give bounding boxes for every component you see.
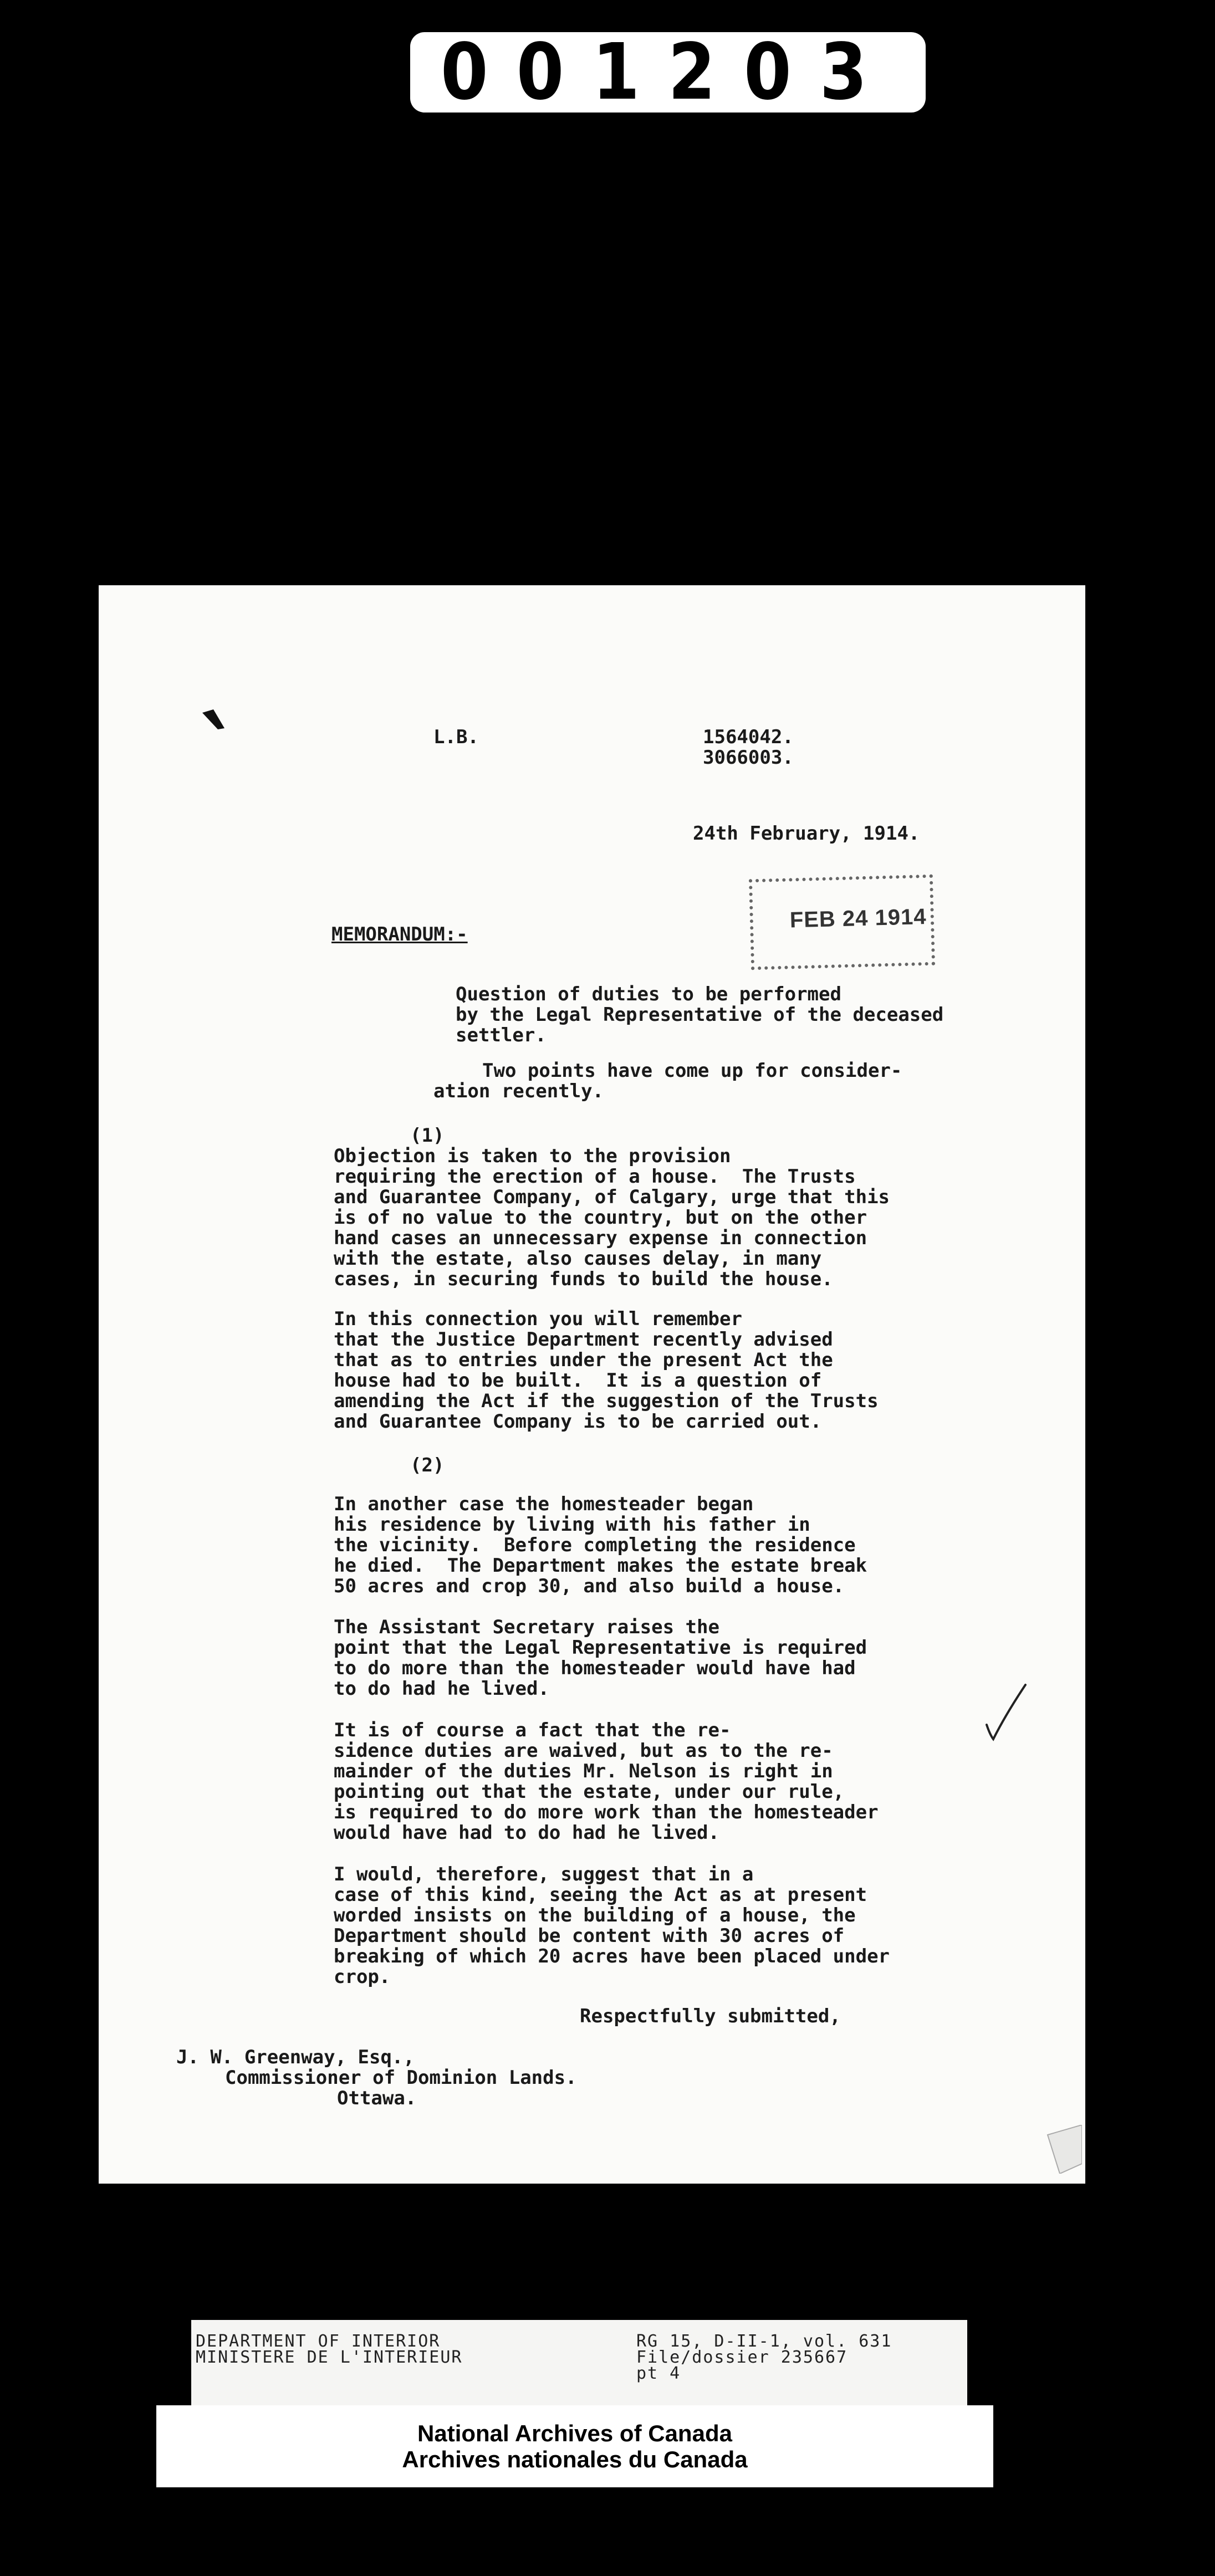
addressee-name: J. W. Greenway, Esq., (176, 2046, 415, 2068)
date-stamp (749, 875, 935, 970)
point-1-label: (1) (410, 1125, 445, 1147)
archive-reference-label (191, 2320, 967, 2405)
connection-paragraph: In this connection you will remember that the Justice Department recently advised that as to entries under the present Act the house had to be built. It is a question of amending the Act if the suggestion of the Trusts and Guarantee Company is to be carried out. (334, 1308, 879, 1433)
check-mark-icon (983, 1681, 1028, 1742)
file-number-1: 1564042. (703, 726, 794, 748)
national-archives-label (156, 2405, 993, 2487)
corner-fold (1043, 2125, 1082, 2174)
assistant-secretary-paragraph: The Assistant Secretary raises the point that the Legal Representative is required to do more than the homesteader would have had to do had he lived. (334, 1616, 867, 1700)
file-number-2: 3066003. (703, 747, 794, 769)
department-english: DEPARTMENT OF INTERIOR (196, 2332, 441, 2351)
file-reference: File/dossier 235667 (636, 2348, 848, 2367)
point-2-paragraph: In another case the homesteader began his residence by living with his father in the vicinity. Before completing the residence he died. The Department makes the estate break 50 acres and crop 30, and also build a house. (334, 1493, 867, 1597)
frame-number: 001203 (440, 27, 896, 117)
frame-number-banner (410, 27, 926, 117)
subject-paragraph: Question of duties to be performed by the Legal Representative of the deceased settler. (456, 983, 944, 1046)
pen-mark-icon (201, 708, 226, 730)
stamp-text: FEB 24 1914 (789, 904, 927, 933)
residence-duties-paragraph: It is of course a fact that the re- sidence duties are waived, but as to the re- mainder of the duties Mr. Nelson is right in pointing out that the estate, under our rule, is required to do more work than the homesteader would have had to do had he lived. (334, 1719, 879, 1844)
addressee-title: Commissioner of Dominion Lands. (225, 2067, 577, 2089)
memo-title: MEMORANDUM:- (331, 923, 468, 945)
memorandum-page (99, 585, 1085, 2184)
part-reference: pt 4 (636, 2364, 681, 2383)
nac-french: Archives nationales du Canada (402, 2446, 748, 2472)
point-1-paragraph: Objection is taken to the provision requiring the erection of a house. The Trusts and Guarantee Company, of Calgary, urge that this is of no value to the country, but on the other hand cases an unnecessary expense in connection with the estate, also causes delay, in many cases, in securing funds to build the house. (334, 1145, 890, 1290)
department-french: MINISTERE DE L'INTERIEUR (196, 2348, 463, 2367)
date: 24th February, 1914. (693, 822, 920, 845)
initials: L.B. (433, 726, 479, 748)
closing: Respectfully submitted, (580, 2005, 841, 2027)
point-2-label: (2) (410, 1454, 445, 1476)
addressee-city: Ottawa. (337, 2087, 417, 2109)
record-group-reference: RG 15, D-II-1, vol. 631 (636, 2332, 892, 2351)
nac-english: National Archives of Canada (417, 2420, 732, 2446)
suggestion-paragraph: I would, therefore, suggest that in a case of this kind, seeing the Act as at present worded insists on the building of a house, the Department should be content with 30 acres of breaking of which 20 acres have been placed under crop. (334, 1863, 890, 1988)
intro-paragraph: Two points have come up for consider- ation recently. (433, 1060, 902, 1102)
